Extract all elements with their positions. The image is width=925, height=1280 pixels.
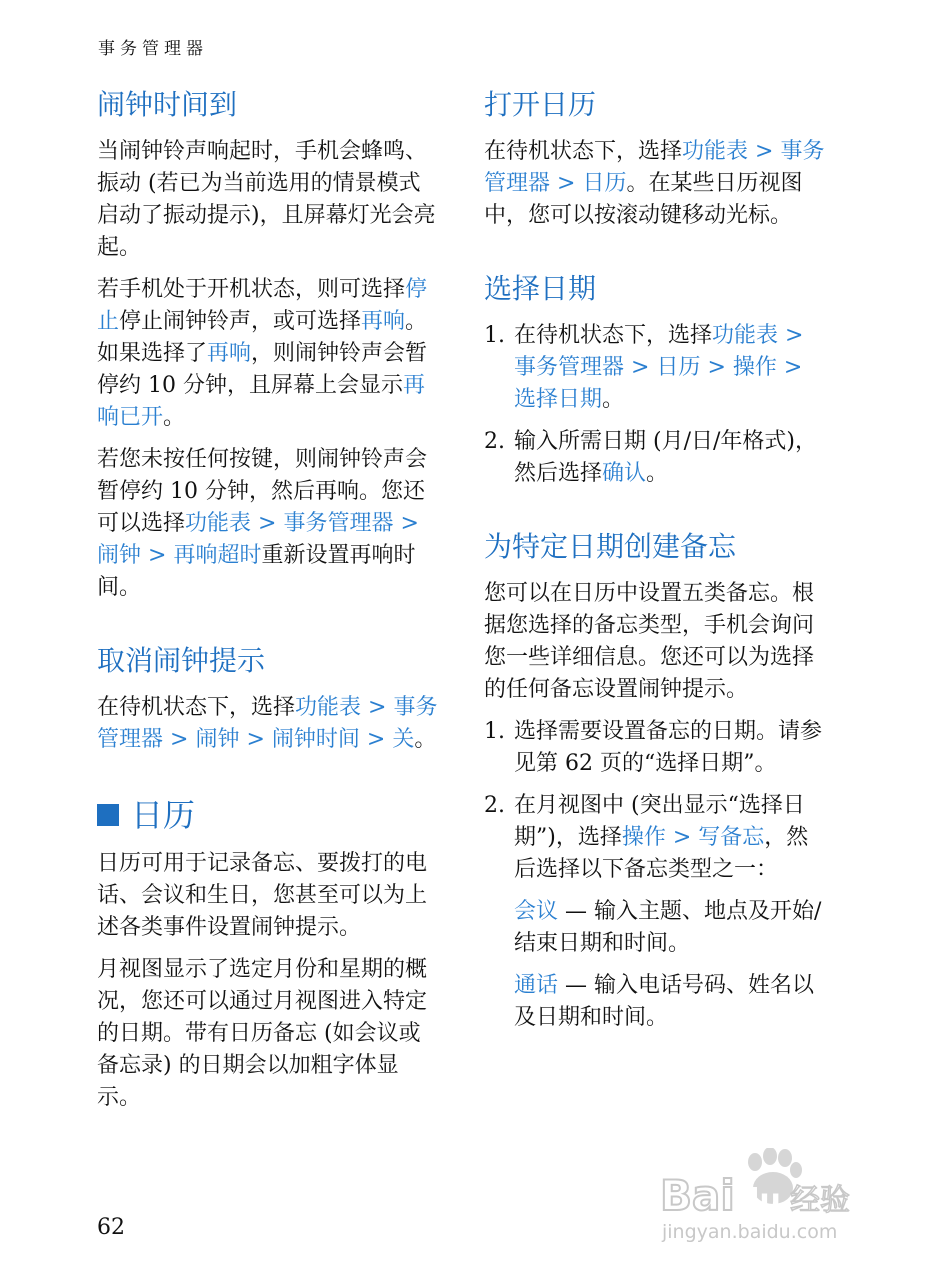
calendar-para-1: 日历可用于记录备忘、要拨打的电话、会议和生日，您甚至可以为上述各类事件设置闹钟提示。: [97, 851, 428, 940]
heading-cancel-alarm: 取消闹钟提示: [97, 644, 266, 677]
watermark-cn: 经验: [790, 1183, 850, 1218]
list-item: 1. 选择需要设置备忘的日期。请参见第 62 页的“选择日期”。: [484, 719, 823, 776]
menu-path-item: 操作: [732, 355, 777, 380]
create-note-para: 您可以在日历中设置五类备忘。根据您选择的备忘类型，手机会询问您一些详细信息。您还可以为选择的任何备忘设置闹钟提示。: [484, 581, 815, 702]
heading-alarm-due: 闹钟时间到: [97, 88, 238, 121]
menu-path-item: 事务管理器: [283, 511, 394, 536]
calendar-para-2: 月视图显示了选定月份和星期的概况，您还可以通过月视图进入特定的日期。带有日历备忘 (如会议或备忘录) 的日期会以加粗字体显示。: [97, 957, 428, 1110]
menu-path-item: 闹钟时间: [271, 727, 360, 752]
alarm-due-para-2: 若手机处于开机状态，则可选择停止停止闹钟铃声，或可选择再响。如果选择了再响，则闹钟铃声会暂停约 10 分钟，且屏幕上会显示再响已开。: [97, 277, 428, 430]
menu-path-item: 操作: [621, 825, 666, 850]
menu-path-item: 写备忘: [698, 825, 765, 850]
select-date-steps: [484, 320, 829, 490]
create-note-steps: [484, 716, 829, 886]
page-number: 62: [97, 1215, 125, 1240]
open-calendar-para: 在待机状态下，选择功能表 > 事务管理器 > 日历。在某些日历视图中，您可以按滚动键移动光标。: [484, 139, 825, 228]
watermark-url: jingyan.baidu.com: [662, 1221, 838, 1243]
left-column: [97, 86, 442, 1114]
menu-path-item: 闹钟: [195, 727, 240, 752]
menu-path-item: 事务管理器: [514, 355, 625, 380]
snooze-option: 再响: [207, 341, 252, 366]
note-type-meeting: 会议 — 输入主题、地点及开始/结束日期和时间。: [514, 899, 822, 956]
menu-path-item: 关: [392, 727, 415, 752]
note-type-call: 通话 — 输入电话号码、姓名以及日期和时间。: [514, 973, 815, 1030]
menu-path-item: 功能表: [185, 511, 252, 536]
menu-path-item: 功能表: [682, 139, 749, 164]
list-item: 2. 在月视图中 (突出显示“选择日期”)，选择操作 > 写备忘，然后选择以下备忘类型之一：: [484, 793, 809, 882]
section-square-icon: [97, 804, 119, 826]
baidu-jingyan-watermark: [660, 1148, 870, 1248]
heading-open-calendar: 打开日历: [484, 88, 597, 121]
alarm-due-para-1: 当闹钟铃声响起时，手机会蜂鸣、振动 (若已为当前选用的情景模式启动了振动提示)，且屏幕灯光会亮起。: [97, 139, 436, 260]
menu-path-item: 再响超时: [173, 543, 262, 568]
watermark-brand: Bai: [660, 1171, 735, 1220]
heading-calendar: 日历: [97, 794, 442, 836]
menu-path-item: 事务管理器: [484, 139, 825, 196]
ok-option: 确认: [602, 461, 647, 486]
list-item: 2. 输入所需日期 (月/日/年格式)，然后选择确认。: [484, 429, 817, 486]
running-header: 事务管理器: [98, 39, 208, 59]
menu-path-item: 日历: [582, 171, 627, 196]
menu-path-item: 事务管理器: [97, 695, 438, 752]
menu-path-item: 功能表: [712, 323, 779, 348]
watermark-brand-2: du: [738, 1183, 781, 1218]
heading-select-date: 选择日期: [484, 272, 597, 305]
cancel-alarm-para: 在待机状态下，选择功能表 > 事务管理器 > 闹钟 > 闹钟时间 > 关。: [97, 695, 438, 752]
alarm-due-para-3: 若您未按任何按键，则闹钟铃声会暂停约 10 分钟，然后再响。您还可以选择功能表 > 事务管理器 > 闹钟 > 再响超时重新设置再响时间。: [97, 447, 428, 600]
note-type-name: 会议: [514, 899, 559, 924]
menu-path-item: 选择日期: [514, 387, 603, 412]
menu-path-item: 功能表: [295, 695, 362, 720]
stop-option: 停止: [97, 277, 428, 334]
snooze-option: 再响: [361, 309, 406, 334]
note-type-name: 通话: [514, 973, 559, 998]
right-column: [484, 86, 829, 1034]
heading-create-note: 为特定日期创建备忘: [484, 530, 737, 563]
menu-path-item: 闹钟: [97, 543, 142, 568]
menu-path-item: 日历: [656, 355, 701, 380]
list-item: 1. 在待机状态下，选择功能表 > 事务管理器 > 日历 > 操作 > 选择日期。: [484, 323, 804, 412]
snooze-on-text: 再响已开: [97, 373, 425, 430]
